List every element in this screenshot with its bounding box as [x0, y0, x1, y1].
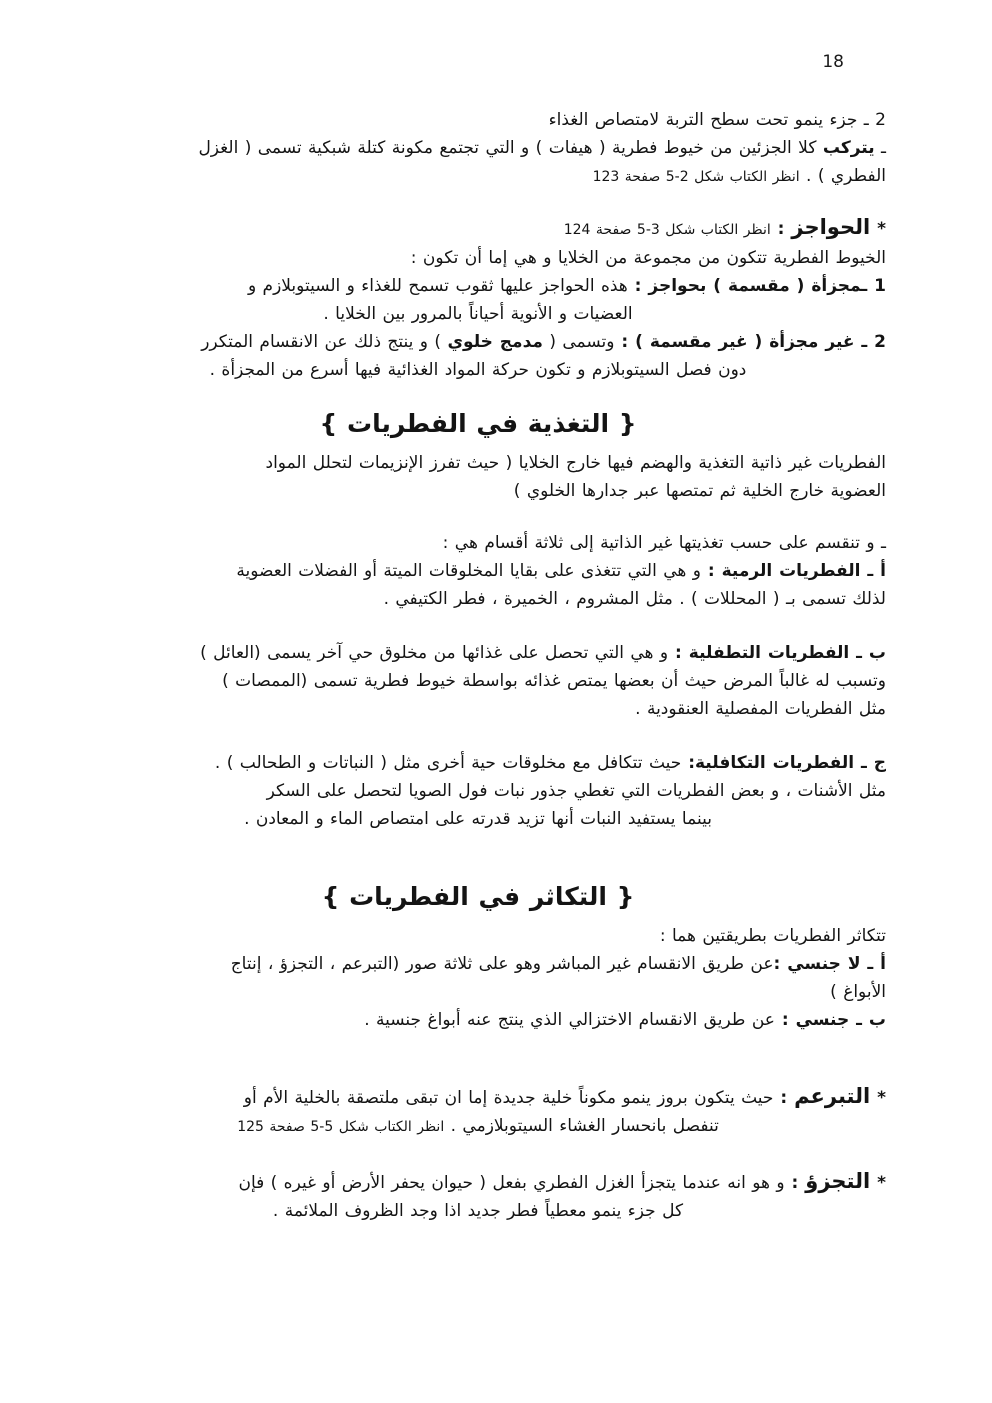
text-run: حيث تتكافل مع مخلوقات حية أخرى مثل ( النباتات و الطحالب ) . [214, 753, 682, 773]
text-run: لذلك تسمى بـ ( المحللات ) . مثل المشروم ، الخميرة ، فطر الكتيفي . [383, 589, 886, 609]
text-run: الفطريات غير ذاتية التغذية والهضم فيها خارج الخلايا ( حيث تفرز الإنزيمات لتحلل المواد [265, 453, 886, 473]
text-run: بينما يستفيد النبات أنها تزيد قدرته على امتصاص الماء و المعادن . [244, 809, 712, 829]
text-run: التبرعم [794, 1084, 871, 1108]
text-run: الفطريات التطفلية [688, 643, 850, 663]
text-run: : [700, 561, 722, 581]
text-run: * [870, 219, 886, 239]
text-run: الحواجز [791, 215, 871, 239]
text-run: عن طريق الانقسام غير المباشر وهو على ثلاثة صور (التبرعم ، التجزؤ ، إنتاج [230, 954, 774, 974]
body-line [70, 749, 886, 777]
text-run: { التغذية في الفطريات } [319, 409, 637, 438]
text-run: أ ـ [860, 561, 886, 581]
body-line [70, 667, 886, 695]
body-line [70, 162, 886, 191]
text-run: تتكاثر الفطريات بطريقتين هما : [659, 926, 886, 946]
text-run: ـ [874, 138, 886, 158]
text-run: التجزؤ [805, 1169, 871, 1193]
text-run: * [870, 1173, 886, 1193]
body-line [70, 978, 886, 1006]
body-line [70, 950, 886, 978]
text-run: 1 ـ [861, 276, 886, 296]
text-run: و هي التي تحصل على غذائها من مخلوق حي آخر يسمى (العائل ) [200, 643, 669, 663]
body-line [70, 1167, 886, 1197]
text-run: { التكاثر في الفطريات } [321, 882, 635, 911]
text-run: كلا الجزئين من خيوط فطرية ( هيفات ) و التي تجتمع مكونة كتلة شبكية تسمى ( الغزل [198, 138, 823, 158]
text-run: 2 ـ [854, 332, 886, 352]
text-run: عن طريق الانقسام الاختزالي الذي ينتج عنه أبواغ جنسية . [364, 1010, 775, 1030]
text-run: و هو انه عندما يتجزأ الغزل الفطري بفعل ( حيوان يحفر الأرض أو غيره ) فإن [238, 1173, 785, 1193]
text-run: العضيات و الأنوية أحياناً بالمرور بين الخلايا . [323, 304, 633, 324]
text-run: مثل الفطريات المفصلية العنقودية . [635, 699, 886, 719]
body-line [70, 300, 886, 328]
body-line [70, 639, 886, 667]
text-run: ب ـ [849, 643, 886, 663]
text-run: 2 ـ جزء ينمو تحت سطح التربة لامتصاص الغذاء [548, 110, 886, 130]
text-run: غير مجزأة ( غير مقسمة ) [635, 332, 855, 352]
body-line [70, 695, 886, 723]
section-heading [70, 883, 886, 914]
text-run: الأبواغ ) [830, 982, 886, 1002]
body-line [70, 244, 886, 272]
body-line [70, 585, 886, 613]
text-run: الفطريات التكافلية [695, 753, 855, 773]
body-line [70, 777, 886, 805]
text-run: تنفصل بانحسار الغشاء السيتوبلازمي . [444, 1116, 719, 1136]
document-content [70, 106, 886, 1225]
text-run: مدمج خلوي [447, 332, 543, 352]
text-run: مجزأة ( مقسمة ) بحواجز [648, 276, 862, 296]
text-run: وتسبب له غالباً المرض حيث أن بعضها يمتص غذائه بواسطة خيوط فطرية تسمى (الممصات ) [222, 671, 886, 691]
text-run: انظر الكتاب شكل 3-5 صفحة 124 [563, 222, 771, 238]
body-line [70, 449, 886, 477]
text-run: دون فصل السيتوبلازم و تكون حركة المواد الغذائية فيها أسرع من المجزأة . [209, 360, 747, 380]
body-line [70, 477, 886, 505]
body-line [70, 529, 886, 557]
text-run: : [774, 1010, 796, 1030]
body-line [70, 213, 886, 244]
text-run: انظر الكتاب شكل 2-5 صفحة 123 [592, 169, 800, 185]
text-run: : [627, 276, 649, 296]
body-line [70, 1197, 886, 1225]
body-line [70, 922, 886, 950]
text-run: : [773, 954, 788, 974]
text-run: و هي التي تتغذى على بقايا المخلوقات الميتة أو الفضلات العضوية [236, 561, 701, 581]
text-run: ) و ينتج ذلك عن الانقسام المتكرر [201, 332, 448, 352]
text-run: : [668, 643, 689, 663]
text-run: الفطريات الرمية [721, 561, 861, 581]
text-run: : [773, 1088, 795, 1108]
text-run: : [784, 1173, 806, 1193]
text-run: الخيوط الفطرية تتكون من مجموعة من الخلايا و هي إما أن تكون : [410, 248, 886, 268]
text-run: * [870, 1088, 886, 1108]
body-line [70, 328, 886, 356]
text-run: حيث يتكون بروز ينمو مكوناً خلية جديدة إما ان تبقى ملتصقة بالخلية الأم أو [243, 1088, 774, 1108]
body-line [70, 272, 886, 300]
text-run: كل جزء ينمو معطياً فطر جديد اذا وجد الظروف الملائمة . [272, 1201, 684, 1221]
text-run: الفطري ) . [799, 166, 886, 186]
text-run: لا جنسي [787, 954, 861, 974]
text-run: ـ و تنقسم على حسب تغذيتها غير الذاتية إلى ثلاثة أقسام هي : [442, 533, 886, 553]
text-run: انظر الكتاب شكل 5-5 صفحة 125 [237, 1119, 445, 1135]
body-line [70, 1006, 886, 1034]
section-heading [70, 410, 886, 441]
text-run: وتسمى ( [542, 332, 615, 352]
text-run: أ ـ [860, 954, 886, 974]
text-run: : [770, 219, 792, 239]
body-line [70, 1082, 886, 1112]
text-run: هذه الحواجز عليها ثقوب تسمح للغذاء و السيتوبلازم و [247, 276, 628, 296]
body-line [70, 356, 886, 384]
body-line [70, 106, 886, 134]
text-run: العضوية خارج الخلية ثم تمتصها عبر جدارها الخلوي ) [513, 481, 886, 501]
body-line [70, 134, 886, 162]
text-run: يتركب [822, 138, 875, 158]
body-line [70, 557, 886, 585]
text-run: : [681, 753, 695, 773]
text-run: مثل الأشنات ، و بعض الفطريات التي تغطي جذور نبات فول الصويا لتحصل على السكر [266, 781, 886, 801]
text-run: ب ـ [849, 1010, 886, 1030]
page-number: 18 [822, 52, 844, 72]
body-line [70, 805, 886, 833]
text-run: : [614, 332, 636, 352]
text-run: جنسي [795, 1010, 850, 1030]
body-line [70, 1112, 886, 1141]
text-run: ج ـ [854, 753, 886, 773]
